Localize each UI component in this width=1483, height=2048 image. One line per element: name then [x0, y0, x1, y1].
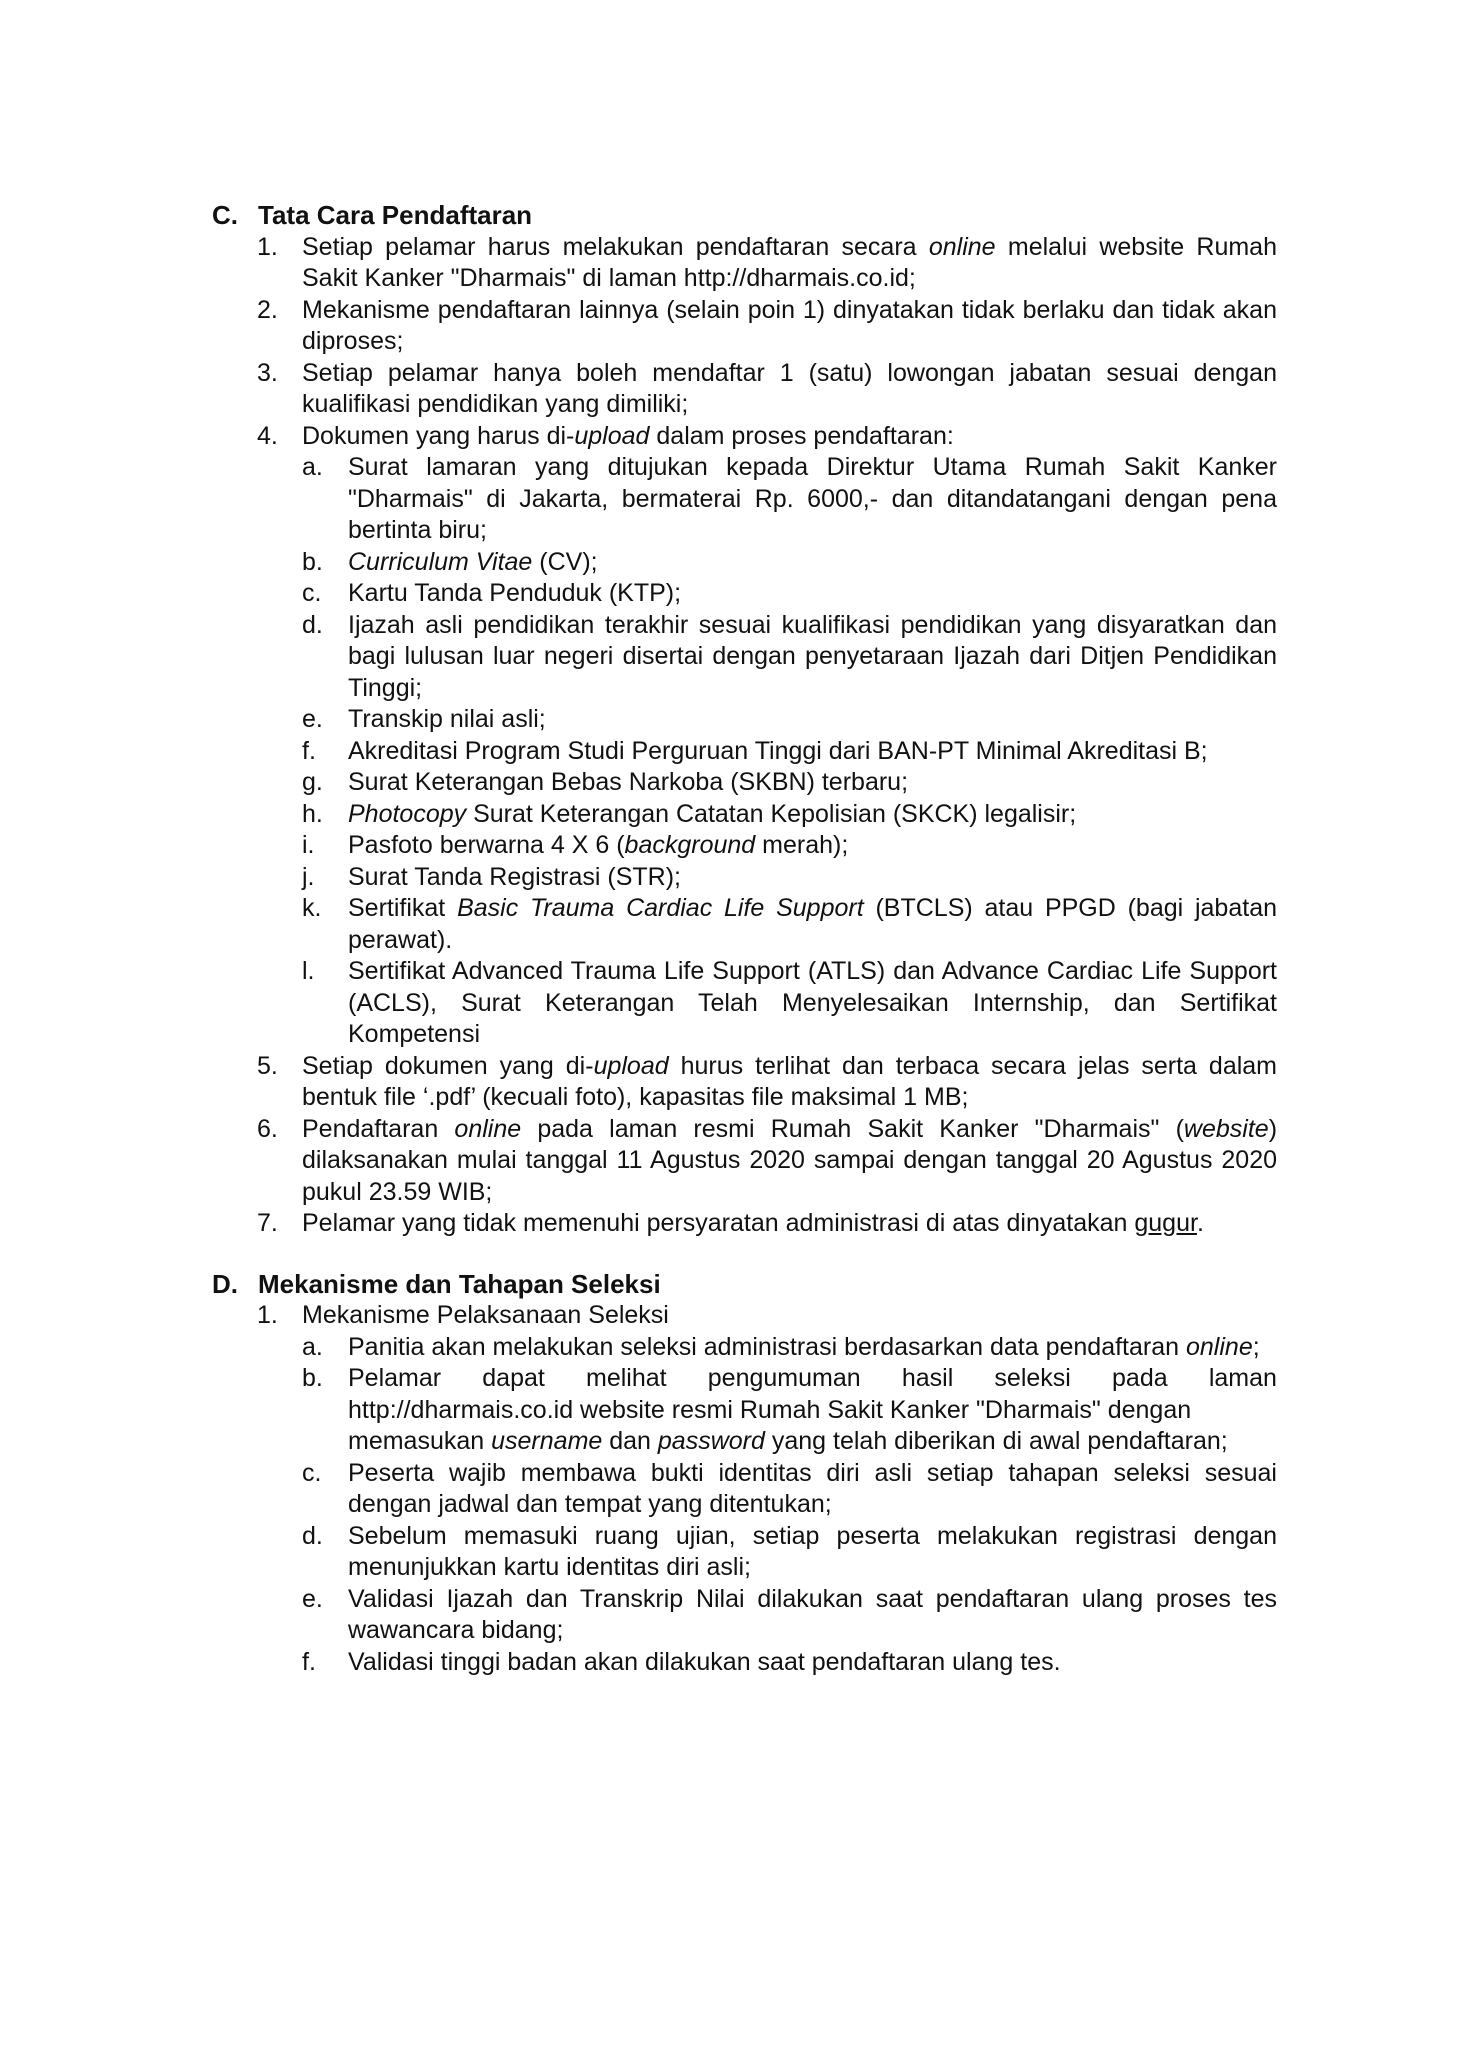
sub-text: Sebelum memasuki ruang ujian, setiap peserta melakukan registrasi dengan menunjukkan kartu identitas diri asli; [348, 1521, 1277, 1581]
item-text: Mekanisme Pelaksanaan Seleksi [302, 1301, 669, 1329]
document-item [212, 578, 1277, 610]
sub-letter: c. [302, 1458, 322, 1487]
sub-letter: g. [302, 768, 323, 796]
sub-letter: f. [302, 1647, 316, 1676]
sub-letter: b. [302, 1364, 323, 1392]
line-3: memasukan username dan password yang telah diberikan di awal pendaftaran; [348, 1427, 1228, 1455]
sub-text: Surat Keterangan Bebas Narkoba (SKBN) terbaru; [348, 768, 909, 796]
item-text: Dokumen yang harus di-upload dalam proses pendaftaran: [302, 421, 954, 450]
document-item [212, 736, 1277, 768]
list-item [212, 358, 1277, 421]
section-d-heading [212, 1269, 1277, 1301]
sub-letter: e. [302, 1584, 323, 1613]
sub-letter: k. [302, 894, 322, 922]
section-title: Tata Cara Pendaftaran [258, 200, 533, 230]
document-item [212, 610, 1277, 705]
selection-item [212, 1521, 1277, 1584]
sub-text: Sertifikat Basic Trauma Cardiac Life Support (BTCLS) atau PPGD (bagi jabatan perawat). [348, 894, 1277, 954]
item-number: 2. [257, 295, 278, 324]
selection-item [212, 1647, 1277, 1679]
sub-letter: d. [302, 610, 323, 639]
sub-letter: j. [302, 862, 315, 891]
document-item [212, 547, 1277, 579]
sub-text: Sertifikat Advanced Trauma Life Support (ATLS) dan Advance Cardiac Life Support (ACLS), Surat Keterangan Telah Menyelesaikan Internship, dan Sertifikat Kompetensi [348, 957, 1277, 1048]
document-item [212, 767, 1277, 799]
sub-text: Surat Tanda Registrasi (STR); [348, 862, 681, 891]
item-text: Mekanisme pendaftaran lainnya (selain poin 1) dinyatakan tidak berlaku dan tidak akan diproses; [302, 295, 1277, 355]
item-number: 7. [257, 1209, 278, 1237]
sub-letter: i. [302, 831, 315, 859]
sub-text: Curriculum Vitae (CV); [348, 547, 598, 576]
sub-text: Peserta wajib membawa bukti identitas diri asli setiap tahapan seleksi sesuai dengan jadwal dan tempat yang ditentukan; [348, 1458, 1277, 1518]
item-number: 4. [257, 421, 278, 450]
sub-text: Validasi Ijazah dan Transkrip Nilai dilakukan saat pendaftaran ulang proses tes wawancara bidang; [348, 1584, 1277, 1644]
list-item [212, 1300, 1277, 1332]
sub-text: Kartu Tanda Penduduk (KTP); [348, 579, 682, 607]
item-number: 6. [257, 1114, 278, 1143]
list-item [212, 295, 1277, 358]
item-text: Pendaftaran online pada laman resmi Rumah Sakit Kanker "Dharmais" (website) dilaksanakan mulai tanggal 11 Agustus 2020 sampai dengan tanggal 20 Agustus 2020 pukul 23.59 WIB; [302, 1114, 1278, 1206]
document-item [212, 956, 1277, 1051]
document-content [212, 200, 1277, 1678]
sub-text: Validasi tinggi badan akan dilakukan saat pendaftaran ulang tes. [348, 1647, 1061, 1676]
sub-letter: h. [302, 799, 323, 828]
selection-item [212, 1458, 1277, 1521]
sub-text: Transkip nilai asli; [348, 705, 546, 733]
section-title: Mekanisme dan Tahapan Seleksi [258, 1268, 661, 1299]
line-2: http://dharmais.co.id website resmi Rumah Sakit Kanker "Dharmais" dengan [348, 1395, 1192, 1424]
list-item [212, 421, 1277, 453]
selection-item [212, 1363, 1277, 1458]
document-item [212, 799, 1277, 831]
sub-text: Ijazah asli pendidikan terakhir sesuai kualifikasi pendidikan yang disyaratkan dan bagi lulusan luar negeri disertai dengan penyetaraan Ijazah dari Ditjen Pendidikan Tinggi; [348, 610, 1277, 702]
list-item [212, 1051, 1277, 1114]
item-number: 3. [257, 358, 278, 387]
item-number: 1. [257, 232, 278, 261]
list-item [212, 1114, 1277, 1209]
item-text: Setiap dokumen yang di-upload hurus terlihat dan terbaca secara jelas serta dalam bentuk file ‘.pdf’ (kecuali foto), kapasitas file maksimal 1 MB; [302, 1051, 1277, 1111]
selection-item [212, 1332, 1277, 1364]
sub-text: Akreditasi Program Studi Perguruan Tinggi dari BAN-PT Minimal Akreditasi B; [348, 736, 1208, 765]
sub-text: Photocopy Surat Keterangan Catatan Kepolisian (SKCK) legalisir; [348, 799, 1077, 828]
item-text: Setiap pelamar hanya boleh mendaftar 1 (satu) lowongan jabatan sesuai dengan kualifikasi pendidikan yang dimiliki; [302, 358, 1277, 418]
item-text: Pelamar yang tidak memenuhi persyaratan administrasi di atas dinyatakan gugur. [302, 1209, 1204, 1237]
sub-letter: b. [302, 547, 323, 576]
sub-text [348, 1363, 1277, 1458]
document-item [212, 862, 1277, 894]
document-item [212, 830, 1277, 862]
item-text: Setiap pelamar harus melakukan pendaftaran secara online melalui website Rumah Sakit Kanker "Dharmais" di laman http://dharmais.co.id; [302, 232, 1277, 292]
sub-letter: l. [302, 957, 315, 985]
section-c-heading [212, 200, 1277, 232]
sub-text: Surat lamaran yang ditujukan kepada Direktur Utama Rumah Sakit Kanker "Dharmais" di Jakarta, bermaterai Rp. 6000,- dan ditandatangani dengan pena bertinta biru; [348, 453, 1277, 544]
section-letter: D. [212, 1268, 238, 1299]
sub-letter: f. [302, 736, 316, 765]
sub-letter: e. [302, 705, 323, 733]
section-letter: C. [212, 200, 238, 230]
sub-letter: d. [302, 1521, 323, 1550]
sub-letter: c. [302, 579, 322, 607]
item-number: 1. [257, 1301, 278, 1329]
document-item [212, 893, 1277, 956]
item-number: 5. [257, 1051, 278, 1080]
spaced-line: Pelamar dapat melihat pengumuman hasil seleksi pada laman [348, 1364, 1277, 1392]
document-item [212, 452, 1277, 547]
sub-letter: a. [302, 453, 323, 481]
sub-text: Pasfoto berwarna 4 X 6 (background merah); [348, 831, 849, 859]
sub-letter: a. [302, 1332, 323, 1361]
sub-text: Panitia akan melakukan seleksi administrasi berdasarkan data pendaftaran online; [348, 1332, 1260, 1361]
list-item [212, 232, 1277, 295]
list-item [212, 1208, 1277, 1240]
document-item [212, 704, 1277, 736]
selection-item [212, 1584, 1277, 1647]
